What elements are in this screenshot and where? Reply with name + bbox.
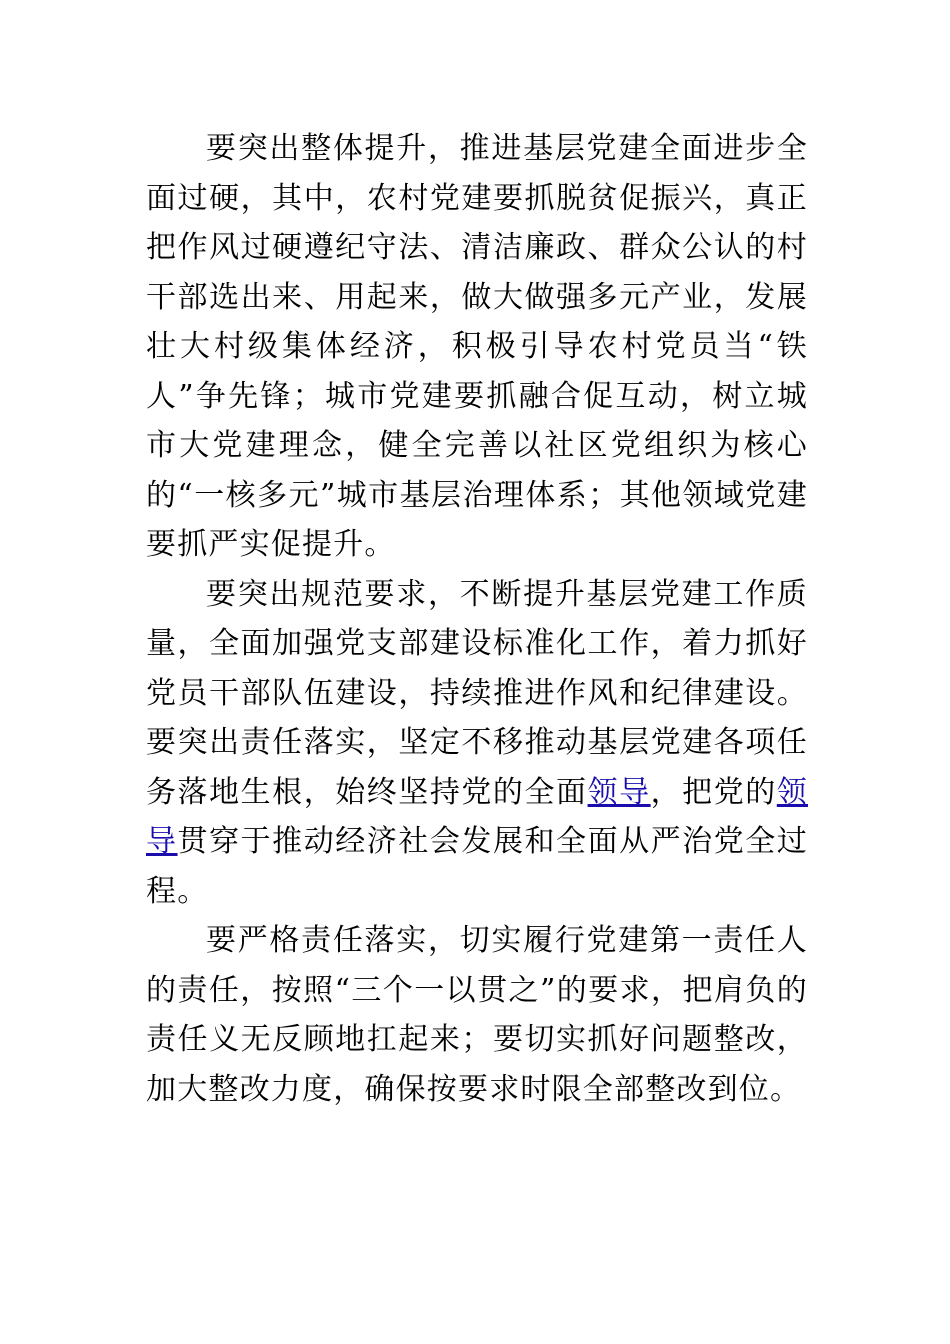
leadership-link[interactable]: 领导 <box>587 774 651 810</box>
paragraph-text: 贯穿于推动经济社会发展和全面从严治党全过程。 <box>146 824 809 909</box>
paragraph-overall-improvement: 要突出整体提升，推进基层党建全面进步全面过硬，其中，农村党建要抓脱贫促振兴，真正把作风过硬遵纪守法、清洁廉政、群众公认的村干部选出来、用起来，做大做强多元产业，发展壮大村级集体经济，积极引导农村党员当“铁人”争先锋；城市党建要抓融合促互动，树立城市大党建理念，健全完善以社区党组织为核心的“一核多元”城市基层治理体系；其他领域党建要抓严实促提升。 <box>146 131 808 562</box>
leadership-link[interactable]: 领导 <box>146 774 808 859</box>
paragraph-responsibility: 要严格责任落实，切实履行党建第一责任人的责任，按照“三个一以贯之”的要求，把肩负的责任义无反顾地扛起来；要切实抓好问题整改，加大整改力度，确保按要求时限全部整改到位。 <box>146 923 808 1107</box>
paragraph-text: 要突出规范要求，不断提升基层党建工作质量，全面加强党支部建设标准化工作，着力抓好党员干部队伍建设，持续推进作风和纪律建设。要突出责任落实，坚定不移推动基层党建各项任务落地生根，始终坚持党的全面 <box>146 576 808 810</box>
paragraph-standard-requirements <box>146 570 808 917</box>
document-body <box>146 124 808 1114</box>
paragraph-text: ，把党的 <box>650 774 777 810</box>
